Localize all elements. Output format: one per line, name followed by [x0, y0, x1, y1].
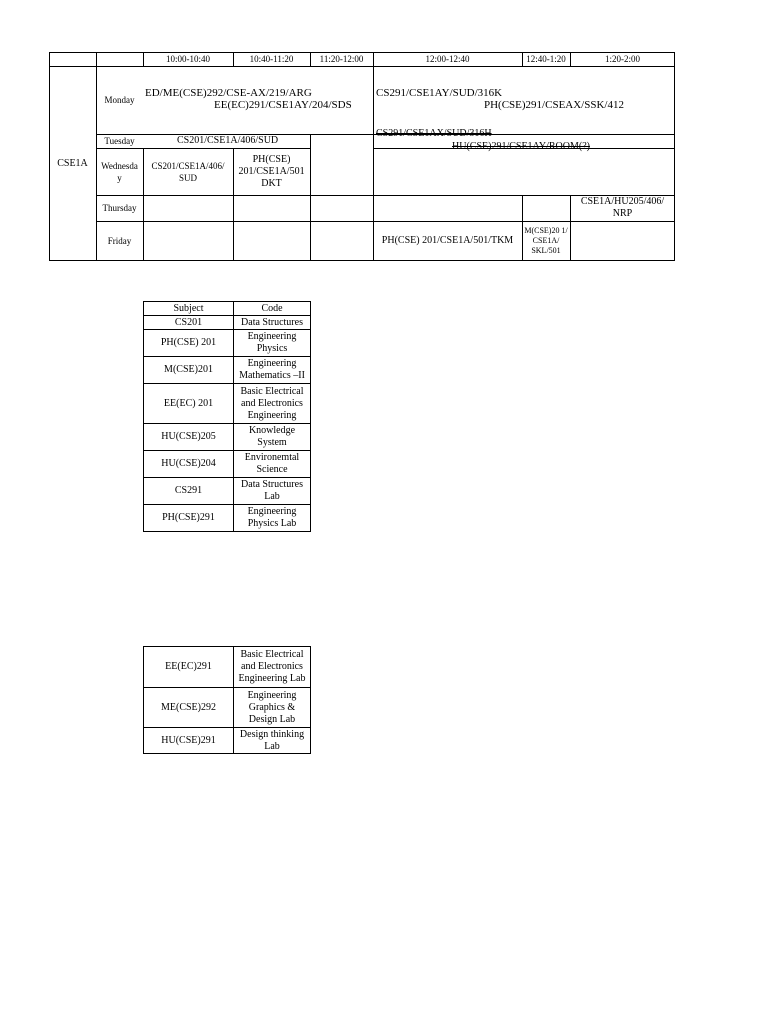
time-slot-5: 12:40-1:20 — [526, 54, 566, 64]
table-row-code: Data Structures — [233, 315, 311, 330]
time-slot-1: 10:00-10:40 — [166, 54, 210, 64]
table-row-subject: ME(CSE)292 — [143, 687, 234, 728]
wednesday-slot-1: CS201/CSE1A/406/ SUD — [151, 160, 225, 183]
table-row-code: Engineering Mathematics –II — [233, 356, 311, 384]
table-row-code: Knowledge System — [233, 423, 311, 451]
time-slot-2: 10:40-11:20 — [249, 54, 294, 64]
table-row-code: Data Structures Lab — [233, 477, 311, 505]
tuesday-afternoon-line1: CS291/CSE1AX/SUD/316H — [376, 128, 492, 139]
time-slot-6: 1:20-2:00 — [605, 54, 640, 64]
time-slot-3: 11:20-12:00 — [319, 54, 364, 64]
table-row-subject: PH(CSE)291 — [143, 504, 234, 532]
table-row-subject: HU(CSE)204 — [143, 450, 234, 478]
table-row-subject: EE(EC)291 — [143, 646, 234, 688]
table-row-subject: M(CSE)201 — [143, 356, 234, 384]
day-tuesday: Tuesday — [104, 136, 135, 146]
table-row-code: Engineering Graphics & Design Lab — [233, 687, 311, 728]
friday-slot-5: M(CSE)20 1/ CSE1A/ SKL/501 — [524, 226, 568, 255]
table-row-subject: HU(CSE)205 — [143, 423, 234, 451]
tuesday-morning: CS201/CSE1A/406/SUD — [177, 135, 279, 146]
day-wednesday-line2: y — [117, 172, 122, 183]
day-thursday: Thursday — [102, 203, 137, 213]
table-row-code: Environemtal Science — [233, 450, 311, 478]
table-row-subject: CS201 — [143, 315, 234, 330]
table-row-subject: HU(CSE)291 — [143, 727, 234, 754]
monday-afternoon-line2: PH(CSE)291/CSEAX/SSK/412 — [484, 99, 624, 111]
subjects-header-subject: Subject — [143, 301, 234, 316]
table-row-code: Engineering Physics — [233, 329, 311, 357]
table-row-code: Design thinking Lab — [233, 727, 311, 754]
monday-morning-line2: EE(EC)291/CSE1AY/204/SDS — [214, 99, 352, 111]
day-friday: Friday — [107, 236, 132, 246]
day-wednesday-line1: Wednesda — [101, 160, 138, 171]
day-monday: Monday — [104, 95, 135, 105]
table-row-subject: PH(CSE) 201 — [143, 329, 234, 357]
table-row-code: Basic Electrical and Electronics Engineering Lab — [233, 646, 311, 688]
table-row-subject: CS291 — [143, 477, 234, 505]
table-row-subject: EE(EC) 201 — [143, 383, 234, 424]
subjects-header-code: Code — [233, 301, 311, 316]
monday-morning-line1: ED/ME(CSE)292/CSE-AX/219/ARG — [145, 87, 312, 99]
day-wednesday — [96, 148, 143, 195]
wednesday-slot-2: PH(CSE) 201/CSE1A/501 DKT — [238, 153, 305, 189]
friday-slot-4: PH(CSE) 201/CSE1A/501/TKM — [381, 235, 514, 246]
section-label: CSE1A — [57, 157, 88, 169]
time-slot-4: 12:00-12:40 — [425, 54, 470, 64]
table-row-code: Basic Electrical and Electronics Engineering — [233, 383, 311, 424]
tuesday-afternoon-line2: HU(CSE)291/CSE1AY/ROOM(?) — [452, 141, 590, 152]
table-row-code: Engineering Physics Lab — [233, 504, 311, 532]
thursday-slot-6: CSE1A/HU205/406/ NRP — [580, 196, 665, 219]
monday-afternoon-line1: CS291/CSE1AY/SUD/316K — [376, 87, 503, 99]
